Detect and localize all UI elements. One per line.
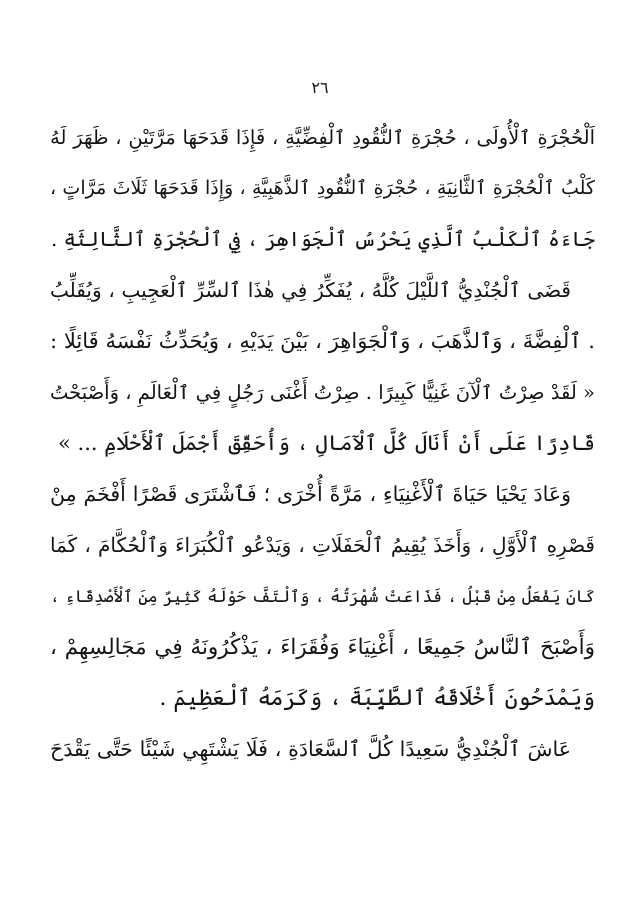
text-line-3: جَاءَهُ ٱلْكَلْبُ ٱلَّذِي يَحْرُسُ ٱلْجَوَاهِرَ ، فِي ٱلْحُجْرَةِ ٱلثَّالِثَةِ . (50, 227, 595, 251)
text-line-1: اَلْحُجْرَةِ ٱلْأُولَى ، حُجْرَةِ ٱلنُّقُودِ ٱلْفِضِّيَّةِ ، فَإِذَا قَدَحَهَا مَرَّتَيْنِ ، ظَهَرَ لَهُ (50, 126, 595, 149)
text-line-8: وَعَادَ يَحْيَا حَيَاةَ ٱلْأَغْنِيَاءِ ، مَرَّةً أُخْرَى ؛ فَٱشْتَرَى قَصْرًا أَفْخَمَ مِنْ (50, 482, 571, 506)
page-number: ٢٦ (311, 78, 329, 97)
text-line-7: قَادِرًا عَلَى أَنْ أَنَالَ كُلَّ ٱلْآمَالِ ، وَأُحَقِّقَ أَجْمَلَ ٱلْأَحْلَامِ ... » (58, 431, 595, 455)
text-line-6: « لَقَدْ صِرْتُ ٱلْآنَ غَنِيًّا كَبِيرًا . صِرْتُ أَغْنَى رَجُلٍ فِي ٱلْعَالَمِ ، وَأَصْبَحْتُ (50, 381, 595, 404)
text-line-10: كَانَ يَفْعَلُ مِنْ قَبْلُ ، فَذَاعَتْ شُهْرَتُهُ ، وَٱلْتَفَّ حَوْلَهُ كَثِيرٌ مِنَ ٱلْأَصْدِقَاءِ ، (50, 587, 595, 606)
text-line-4: قَضَى ٱلْجُنْدِيُّ ٱللَّيْلَ كُلَّهُ ، يُفَكِّرُ فِي هٰذَا ٱلسِّرِّ ٱلْعَجِيبِ ، وَيُقَلِّبُ (50, 278, 571, 302)
body-text (50, 112, 595, 775)
text-line-11: وَأَصْبَحَ ٱلنَّاسُ جَمِيعًا ، أَغْنِيَاءَ وَفُقَرَاءَ ، يَذْكُرُونَهُ فِي مَجَالِسِهِمْ ، (50, 635, 595, 660)
text-line-12: وَيَمْدَحُونَ أَخْلَاقَهُ ٱلطَّيِّبَةَ ، وَكَرَمَهُ ٱلْعَظِيمَ . (159, 686, 595, 711)
text-line-9: قَصْرِهِ ٱلْأَوَّلِ ، وَأَخَذَ يُقِيمُ ٱلْحَفَلَاتِ ، وَيَدْعُو ٱلْكُبَرَاءَ وَٱلْحُكَّامَ ، كَمَا (50, 533, 595, 557)
text-line-13: عَاشَ ٱلْجُنْدِيُّ سَعِيدًا كُلَّ ٱلسَّعَادَةِ ، فَلَا يَشْتَهِي شَيْئًا حَتَّى يَقْدَحَ (50, 737, 571, 761)
text-line-5: . ٱلْفِضَّةَ ، وَٱلذَّهَبَ ، وَٱلْجَوَاهِرَ ، بَيْنَ يَدَيْهِ ، وَيُحَدِّثُ نَفْسَهُ قَائِلًا : (50, 329, 595, 353)
text-line-2: كَلْبُ ٱلْحُجْرَةِ ٱلثَّانِيَةِ ، حُجْرَةِ ٱلنُّقُودِ ٱلذَّهَبِيَّةِ ، وَإِذَا قَدَحَهَا ثَلَاثَ مَرَّاتٍ ، (50, 177, 595, 199)
